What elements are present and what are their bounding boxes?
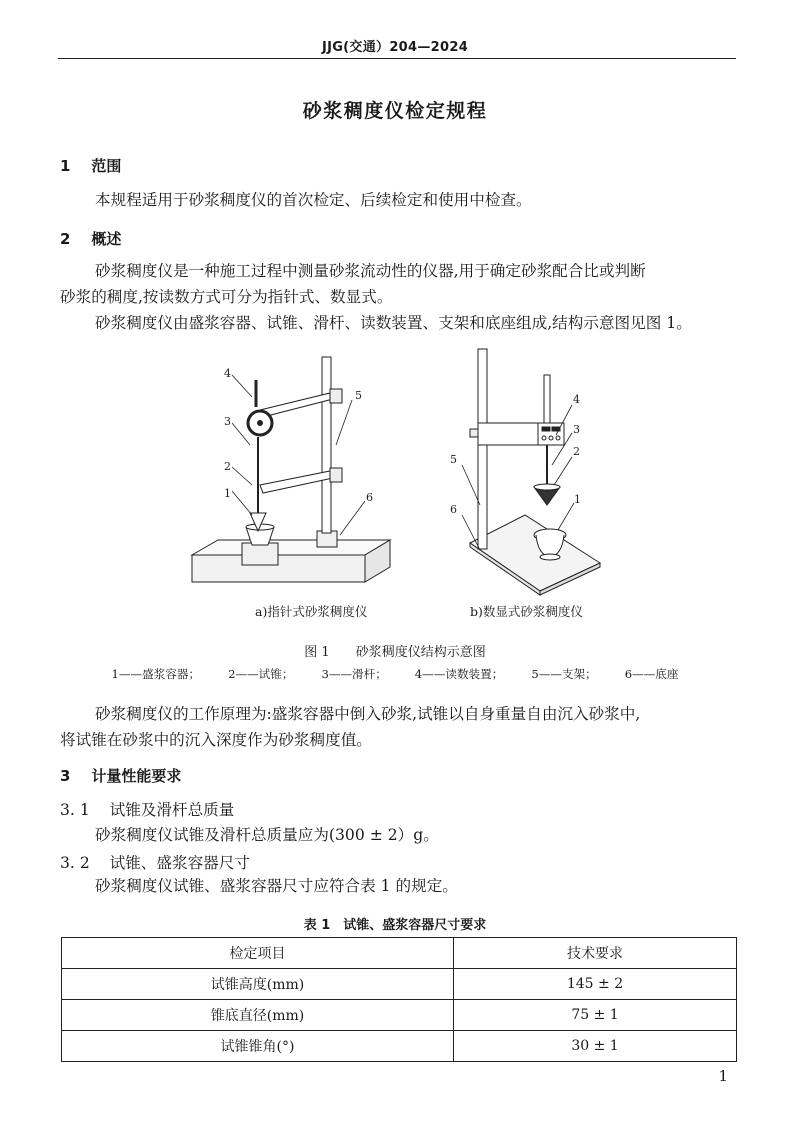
table-cell-item: 试锥锥角(°) (62, 1031, 454, 1062)
section-3-number: 3 (60, 767, 71, 785)
subsection-3-2-number: 3. 2 (60, 854, 90, 872)
table-cell-requirement: 75 ± 1 (454, 1000, 737, 1031)
right-label-5: 5 (450, 453, 457, 466)
principle-line1: 砂浆稠度仪的工作原理为:盛浆容器中倒入砂浆,试锥以自身重量自由沉入砂浆中, (95, 705, 641, 723)
subsection-3-2-title: 试锥、盛浆容器尺寸 (109, 854, 250, 872)
section-2-para1-line2: 砂浆的稠度,按读数方式可分为指针式、数显式。 (60, 288, 393, 306)
table-cell-requirement: 145 ± 2 (454, 969, 737, 1000)
principle-line2: 将试锥在砂浆中的沉入深度作为砂浆稠度值。 (60, 731, 372, 749)
legend-item-1: 1——盛浆容器； (111, 667, 201, 681)
base-top-face (192, 540, 390, 555)
table-cell-item: 试锥高度(mm) (62, 969, 454, 1000)
left-label-5: 5 (355, 389, 362, 402)
digital-column (478, 349, 487, 549)
left-label-1: 1 (224, 487, 231, 500)
table-header-item: 检定项目 (62, 938, 454, 969)
legend-item-6: 6——底座 (624, 667, 679, 681)
right-label-2: 2 (573, 445, 580, 458)
section-1-text: 本规程适用于砂浆稠度仪的首次检定、后续检定和使用中检查。 (95, 191, 532, 209)
right-label-4: 4 (573, 393, 580, 406)
digital-display (538, 423, 564, 445)
section-1-number: 1 (60, 157, 71, 175)
section-2-title: 概述 (91, 230, 122, 248)
section-2-number: 2 (60, 230, 71, 248)
subsection-3-1-title: 试锥及滑杆总质量 (109, 801, 235, 819)
left-label-4: 4 (224, 367, 231, 380)
subsection-3-1-text: 砂浆稠度仪试锥及滑杆总质量应为(300 ± 2）g。 (95, 826, 439, 844)
right-label-6: 6 (450, 503, 457, 516)
right-label-1: 1 (574, 493, 581, 506)
legend-item-3: 3——滑杆； (321, 667, 387, 681)
table-row (62, 969, 737, 1000)
table-row (62, 1031, 737, 1062)
section-3-title: 计量性能要求 (91, 767, 182, 785)
table-header-requirement: 技术要求 (454, 938, 737, 969)
figure-title: 图 1 砂浆稠度仪结构示意图 (304, 645, 486, 660)
container-block (242, 543, 278, 565)
figure-caption-b: b)数显式砂浆稠度仪 (470, 604, 583, 619)
right-label-3: 3 (573, 423, 580, 436)
table-cell-requirement: 30 ± 1 (454, 1031, 737, 1062)
standard-code: JJG(交通）204—2024 (321, 40, 469, 55)
legend-item-4: 4——读数装置； (414, 667, 504, 681)
legend-item-2: 2——试锥； (228, 667, 294, 681)
section-2-heading (60, 228, 121, 249)
section-1-title: 范围 (91, 157, 122, 175)
spec-table (61, 937, 737, 1062)
figure-pointer-type-drawing (180, 345, 400, 605)
document-title: 砂浆稠度仪检定规程 (302, 100, 488, 122)
table-row (62, 1000, 737, 1031)
subsection-3-2-text: 砂浆稠度仪试锥、盛浆容器尺寸应符合表 1 的规定。 (95, 877, 458, 895)
section-2-para1-line1: 砂浆稠度仪是一种施工过程中测量砂浆流动性的仪器,用于确定砂浆配合比或判断 (95, 262, 646, 280)
digital-upper-rod (544, 375, 550, 425)
table-header-row (62, 938, 737, 969)
header-rule (58, 58, 736, 59)
figure-caption-a: a)指针式砂浆稠度仪 (255, 604, 368, 619)
page-number: 1 (718, 1067, 728, 1085)
section-3-heading (60, 765, 181, 786)
subsection-3-1-heading (60, 798, 234, 820)
legend-item-5: 5——支架； (531, 667, 597, 681)
subsection-3-1-number: 3. 1 (60, 801, 90, 819)
figure-digital-type-drawing (440, 345, 620, 605)
column (322, 357, 331, 533)
section-2-para2: 砂浆稠度仪由盛浆容器、试锥、滑杆、读数装置、支架和底座组成,结构示意图见图 1。 (95, 314, 692, 332)
table-title: 表 1 试锥、盛浆容器尺寸要求 (303, 918, 487, 933)
table-cell-item: 锥底直径(mm) (62, 1000, 454, 1031)
section-1-heading (60, 155, 121, 176)
figure-legend (0, 666, 790, 682)
subsection-3-2-heading (60, 851, 250, 873)
left-label-3: 3 (224, 415, 231, 428)
left-label-6: 6 (366, 491, 373, 504)
left-label-2: 2 (224, 460, 231, 473)
digital-base-top (470, 515, 600, 591)
